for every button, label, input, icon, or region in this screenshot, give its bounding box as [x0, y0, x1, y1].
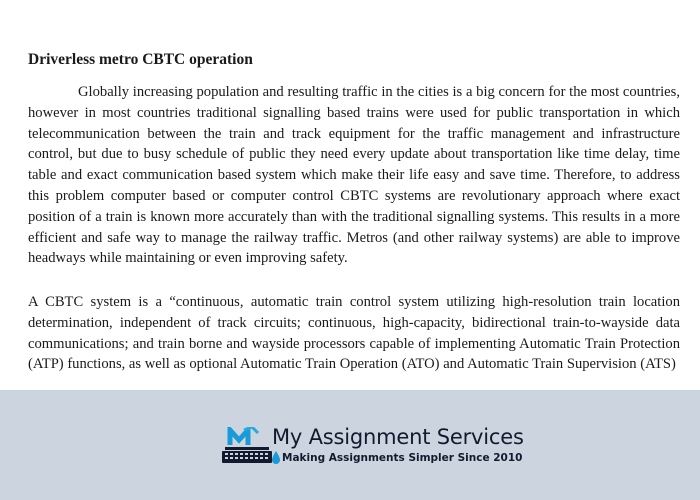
- document-paragraph-2: A CBTC system is a “continuous, automatic train control system utilizing high-resolution train location determination, independent of track circuits; continuous, high-capacity, bidirectional train-to-wayside data communications; and train borne and wayside processors capable of implementing Automatic Train Protection (ATP) functions, as well as optional Automatic Train Operation (ATO) and Automatic Train Supervision (ATS): [28, 294, 680, 373]
- document-title: Driverless metro CBTC operation: [28, 51, 253, 68]
- brand-logo[interactable]: [222, 425, 524, 467]
- brand-tagline: Making Assignments Simpler Since 2010: [282, 452, 523, 464]
- brand-name: My Assignment Services: [272, 425, 524, 449]
- footer-banner: [0, 390, 700, 500]
- document-paragraph-1: Globally increasing population and resulting traffic in the cities is a big concern for the most countries, however in most countries traditional signalling based trains were used for public transportation in which telecommunication between the train and track equipment for the traffic management and infrastructure control, but due to busy schedule of public they need every update about transportation like time delay, time table and exact communication based system which make their life easy and save time. Therefore, to address this problem computer based or computer control CBTC systems are revolutionary approach where exact position of a train is known more accurately than with the traditional signalling systems. This results in a more efficient and safe way to manage the railway traffic. Metros (and other railway systems) are able to improve headways while maintaining or even improving safety.: [28, 84, 680, 267]
